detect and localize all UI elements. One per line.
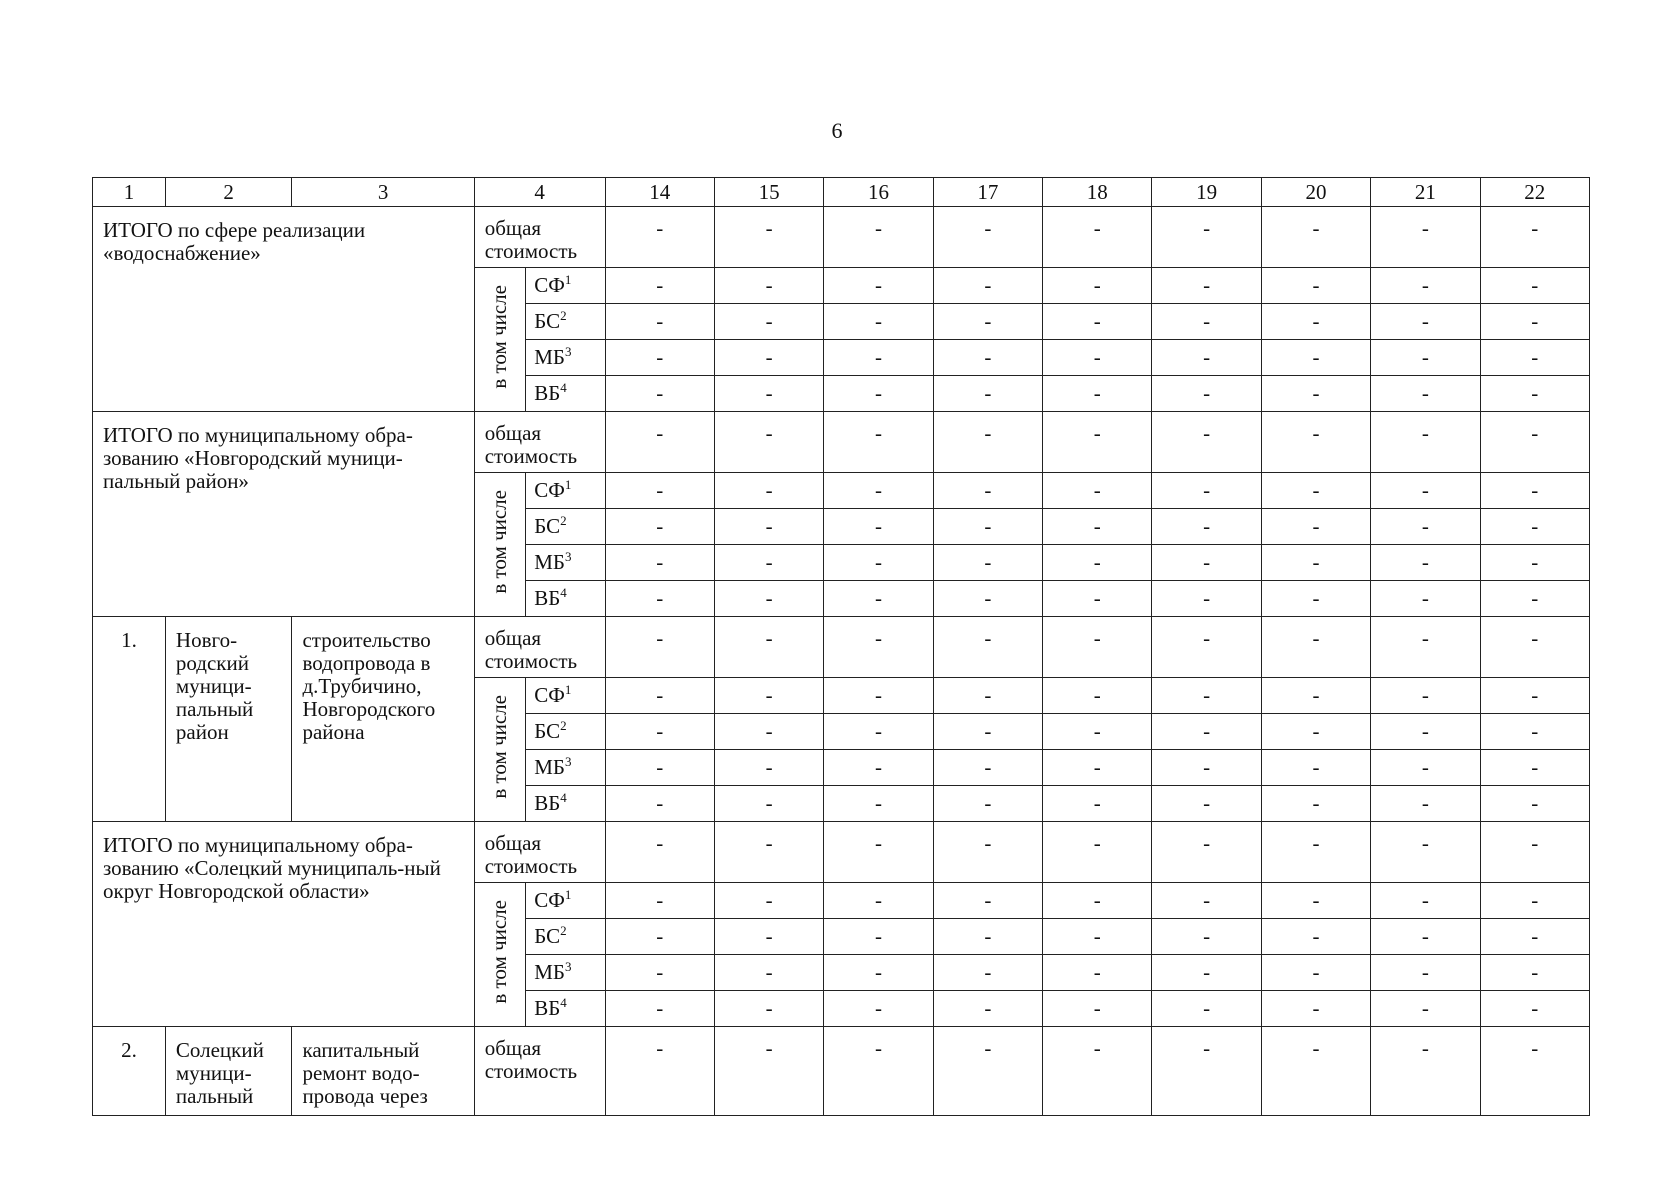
source-label	[526, 340, 605, 376]
value-cell: -	[824, 473, 933, 509]
source-footnote: 4	[560, 995, 567, 1010]
value-cell: -	[1480, 304, 1589, 340]
total-label: ИТОГО по муниципальному обра-зованию «Новгородский муници-пальный район»	[93, 412, 475, 617]
value-cell: -	[1152, 919, 1261, 955]
value-cell: -	[1371, 545, 1480, 581]
value-cell: -	[1152, 207, 1261, 268]
source-footnote: 1	[564, 682, 572, 697]
value-cell: -	[1261, 883, 1370, 919]
value-cell: -	[714, 207, 823, 268]
source-label	[526, 714, 605, 750]
value-cell: -	[933, 304, 1042, 340]
value-cell: -	[1480, 678, 1589, 714]
value-cell: -	[714, 412, 823, 473]
value-cell: -	[1261, 1027, 1370, 1116]
value-cell: -	[605, 545, 714, 581]
value-cell: -	[933, 883, 1042, 919]
source-label	[526, 883, 605, 919]
value-cell: -	[714, 786, 823, 822]
value-cell: -	[933, 207, 1042, 268]
value-cell: -	[933, 1027, 1042, 1116]
value-cell: -	[933, 786, 1042, 822]
value-cell: -	[1261, 617, 1370, 678]
including-text: в том числе	[487, 490, 512, 594]
header-cell: 1	[93, 178, 166, 207]
value-cell: -	[1043, 412, 1152, 473]
value-cell: -	[714, 509, 823, 545]
value-cell: -	[1371, 340, 1480, 376]
value-cell: -	[1043, 883, 1152, 919]
total-label: ИТОГО по муниципальному обра-зованию «Солецкий муниципаль-ный округ Новгородской области»	[93, 822, 475, 1027]
value-cell: -	[1371, 509, 1480, 545]
value-cell: -	[605, 581, 714, 617]
value-cell: -	[933, 581, 1042, 617]
value-cell: -	[605, 883, 714, 919]
value-cell: -	[1480, 1027, 1589, 1116]
value-cell: -	[605, 509, 714, 545]
source-label	[526, 509, 605, 545]
source-name: ВБ	[534, 996, 561, 1020]
header-cell: 3	[292, 178, 474, 207]
value-cell: -	[714, 883, 823, 919]
source-label	[526, 545, 605, 581]
value-cell: -	[1261, 750, 1370, 786]
source-footnote: 1	[564, 477, 572, 492]
value-cell: -	[1152, 473, 1261, 509]
value-cell: -	[1480, 822, 1589, 883]
value-cell: -	[1152, 340, 1261, 376]
source-name: СФ	[534, 683, 565, 707]
value-cell: -	[1043, 678, 1152, 714]
including-text: в том числе	[487, 695, 512, 799]
source-name: БС	[534, 514, 561, 538]
value-cell: -	[824, 1027, 933, 1116]
header-cell: 2	[165, 178, 292, 207]
page-number: 6	[831, 118, 843, 143]
value-cell: -	[824, 919, 933, 955]
value-cell: -	[1480, 714, 1589, 750]
value-cell: -	[1261, 412, 1370, 473]
value-cell: -	[1371, 268, 1480, 304]
budget-table	[92, 177, 1590, 1116]
value-cell: -	[605, 376, 714, 412]
source-footnote: 2	[560, 923, 567, 938]
value-cell: -	[714, 581, 823, 617]
header-cell: 15	[714, 178, 823, 207]
value-cell: -	[1480, 509, 1589, 545]
source-footnote: 4	[560, 380, 567, 395]
item-municipality: Новго-родский муници-пальный район	[165, 617, 292, 822]
value-cell: -	[933, 714, 1042, 750]
value-cell: -	[1261, 714, 1370, 750]
source-name: СФ	[534, 478, 565, 502]
value-cell: -	[824, 678, 933, 714]
value-cell: -	[1152, 545, 1261, 581]
value-cell: -	[714, 473, 823, 509]
value-cell: -	[1261, 509, 1370, 545]
value-cell: -	[1371, 955, 1480, 991]
value-cell: -	[824, 509, 933, 545]
value-cell: -	[1261, 955, 1370, 991]
value-cell: -	[1152, 509, 1261, 545]
source-footnote: 4	[560, 790, 567, 805]
value-cell: -	[1480, 340, 1589, 376]
value-cell: -	[1152, 268, 1261, 304]
value-cell: -	[1152, 822, 1261, 883]
value-cell: -	[1043, 750, 1152, 786]
value-cell: -	[714, 304, 823, 340]
value-cell: -	[1371, 750, 1480, 786]
source-footnote: 2	[560, 513, 567, 528]
value-cell: -	[714, 714, 823, 750]
total-cost-label: общая стоимость	[474, 1027, 605, 1116]
source-name: МБ	[534, 960, 565, 984]
value-cell: -	[933, 509, 1042, 545]
value-cell: -	[1480, 991, 1589, 1027]
value-cell: -	[824, 786, 933, 822]
source-name: СФ	[534, 888, 565, 912]
header-cell: 18	[1043, 178, 1152, 207]
header-cell: 21	[1371, 178, 1480, 207]
source-label	[526, 991, 605, 1027]
value-cell: -	[1043, 714, 1152, 750]
value-cell: -	[1261, 822, 1370, 883]
source-label	[526, 376, 605, 412]
value-cell: -	[824, 750, 933, 786]
source-footnote: 4	[560, 585, 567, 600]
value-cell: -	[933, 750, 1042, 786]
value-cell: -	[605, 268, 714, 304]
value-cell: -	[1480, 919, 1589, 955]
value-cell: -	[1480, 412, 1589, 473]
value-cell: -	[605, 412, 714, 473]
value-cell: -	[1371, 412, 1480, 473]
value-cell: -	[824, 304, 933, 340]
source-name: БС	[534, 719, 561, 743]
source-name: МБ	[534, 550, 565, 574]
value-cell: -	[933, 340, 1042, 376]
value-cell: -	[1043, 340, 1152, 376]
value-cell: -	[1043, 786, 1152, 822]
source-label	[526, 678, 605, 714]
source-footnote: 2	[560, 718, 567, 733]
source-footnote: 3	[564, 344, 572, 359]
value-cell: -	[1043, 955, 1152, 991]
including-label	[474, 268, 525, 412]
value-cell: -	[933, 268, 1042, 304]
value-cell: -	[1261, 268, 1370, 304]
value-cell: -	[1043, 1027, 1152, 1116]
value-cell: -	[714, 1027, 823, 1116]
value-cell: -	[714, 340, 823, 376]
source-label	[526, 786, 605, 822]
value-cell: -	[1480, 617, 1589, 678]
value-cell: -	[1261, 678, 1370, 714]
including-label	[474, 883, 525, 1027]
value-cell: -	[933, 473, 1042, 509]
source-label	[526, 750, 605, 786]
value-cell: -	[1152, 412, 1261, 473]
item-number: 2.	[93, 1027, 166, 1116]
item-description: строительство водопровода в д.Трубичино, Новгородского района	[292, 617, 474, 822]
value-cell: -	[714, 750, 823, 786]
value-cell: -	[714, 268, 823, 304]
value-cell: -	[1371, 207, 1480, 268]
source-label	[526, 304, 605, 340]
value-cell: -	[605, 207, 714, 268]
value-cell: -	[1371, 786, 1480, 822]
value-cell: -	[1261, 340, 1370, 376]
value-cell: -	[605, 919, 714, 955]
header-cell: 4	[474, 178, 605, 207]
value-cell: -	[1480, 545, 1589, 581]
value-cell: -	[824, 412, 933, 473]
value-cell: -	[1480, 581, 1589, 617]
value-cell: -	[605, 714, 714, 750]
value-cell: -	[1043, 376, 1152, 412]
value-cell: -	[1261, 786, 1370, 822]
including-label	[474, 678, 525, 822]
value-cell: -	[824, 883, 933, 919]
total-cost-label: общая стоимость	[474, 207, 605, 268]
value-cell: -	[1043, 207, 1152, 268]
value-cell: -	[1480, 955, 1589, 991]
value-cell: -	[933, 991, 1042, 1027]
value-cell: -	[1371, 991, 1480, 1027]
including-label	[474, 473, 525, 617]
value-cell: -	[605, 617, 714, 678]
value-cell: -	[1480, 750, 1589, 786]
value-cell: -	[1371, 714, 1480, 750]
value-cell: -	[824, 207, 933, 268]
value-cell: -	[1043, 822, 1152, 883]
value-cell: -	[1152, 376, 1261, 412]
value-cell: -	[1152, 883, 1261, 919]
value-cell: -	[1261, 919, 1370, 955]
value-cell: -	[1152, 786, 1261, 822]
value-cell: -	[1371, 822, 1480, 883]
value-cell: -	[1371, 678, 1480, 714]
value-cell: -	[1371, 617, 1480, 678]
source-label	[526, 955, 605, 991]
item-municipality: Солецкий муници-пальный	[165, 1027, 292, 1116]
value-cell: -	[933, 545, 1042, 581]
including-text: в том числе	[487, 900, 512, 1004]
section-row	[93, 1027, 1590, 1116]
source-footnote: 1	[564, 272, 572, 287]
source-name: МБ	[534, 755, 565, 779]
value-cell: -	[933, 617, 1042, 678]
value-cell: -	[605, 786, 714, 822]
total-cost-label: общая стоимость	[474, 412, 605, 473]
value-cell: -	[1371, 919, 1480, 955]
value-cell: -	[1152, 750, 1261, 786]
value-cell: -	[1043, 581, 1152, 617]
section-row	[93, 207, 1590, 268]
value-cell: -	[1152, 1027, 1261, 1116]
value-cell: -	[714, 955, 823, 991]
value-cell: -	[824, 340, 933, 376]
value-cell: -	[605, 678, 714, 714]
value-cell: -	[1261, 207, 1370, 268]
source-name: ВБ	[534, 791, 561, 815]
value-cell: -	[1152, 714, 1261, 750]
source-name: БС	[534, 924, 561, 948]
header-row	[93, 178, 1590, 207]
value-cell: -	[1480, 376, 1589, 412]
value-cell: -	[1261, 473, 1370, 509]
value-cell: -	[824, 617, 933, 678]
value-cell: -	[824, 991, 933, 1027]
source-name: БС	[534, 309, 561, 333]
value-cell: -	[1371, 581, 1480, 617]
value-cell: -	[1043, 268, 1152, 304]
value-cell: -	[824, 714, 933, 750]
value-cell: -	[1261, 545, 1370, 581]
value-cell: -	[714, 991, 823, 1027]
value-cell: -	[1261, 581, 1370, 617]
value-cell: -	[714, 822, 823, 883]
value-cell: -	[1152, 617, 1261, 678]
value-cell: -	[1261, 991, 1370, 1027]
source-footnote: 3	[564, 549, 572, 564]
value-cell: -	[714, 545, 823, 581]
value-cell: -	[1043, 617, 1152, 678]
value-cell: -	[1152, 991, 1261, 1027]
value-cell: -	[1261, 304, 1370, 340]
source-name: МБ	[534, 345, 565, 369]
value-cell: -	[933, 955, 1042, 991]
source-footnote: 2	[560, 308, 567, 323]
value-cell: -	[1043, 545, 1152, 581]
value-cell: -	[933, 678, 1042, 714]
value-cell: -	[1480, 268, 1589, 304]
value-cell: -	[1152, 678, 1261, 714]
value-cell: -	[605, 473, 714, 509]
section-row	[93, 412, 1590, 473]
value-cell: -	[1152, 581, 1261, 617]
header-cell: 16	[824, 178, 933, 207]
value-cell: -	[714, 617, 823, 678]
value-cell: -	[933, 822, 1042, 883]
value-cell: -	[1043, 509, 1152, 545]
value-cell: -	[824, 581, 933, 617]
total-cost-label: общая стоимость	[474, 822, 605, 883]
source-label	[526, 919, 605, 955]
source-name: СФ	[534, 273, 565, 297]
source-label	[526, 473, 605, 509]
source-footnote: 3	[564, 959, 572, 974]
value-cell: -	[1152, 955, 1261, 991]
including-text: в том числе	[487, 285, 512, 389]
value-cell: -	[714, 376, 823, 412]
value-cell: -	[1480, 473, 1589, 509]
header-cell: 19	[1152, 178, 1261, 207]
value-cell: -	[605, 955, 714, 991]
value-cell: -	[1152, 304, 1261, 340]
header-cell: 17	[933, 178, 1042, 207]
value-cell: -	[1371, 1027, 1480, 1116]
value-cell: -	[933, 376, 1042, 412]
section-row	[93, 617, 1590, 678]
source-label	[526, 581, 605, 617]
value-cell: -	[1480, 883, 1589, 919]
source-label	[526, 268, 605, 304]
value-cell: -	[1043, 919, 1152, 955]
value-cell: -	[933, 412, 1042, 473]
item-number: 1.	[93, 617, 166, 822]
value-cell: -	[605, 750, 714, 786]
value-cell: -	[605, 991, 714, 1027]
value-cell: -	[1371, 304, 1480, 340]
value-cell: -	[1043, 991, 1152, 1027]
value-cell: -	[605, 1027, 714, 1116]
source-footnote: 3	[564, 754, 572, 769]
header-cell: 20	[1261, 178, 1370, 207]
value-cell: -	[824, 822, 933, 883]
value-cell: -	[824, 268, 933, 304]
total-cost-label: общая стоимость	[474, 617, 605, 678]
value-cell: -	[714, 678, 823, 714]
header-cell: 14	[605, 178, 714, 207]
source-name: ВБ	[534, 381, 561, 405]
value-cell: -	[824, 545, 933, 581]
value-cell: -	[605, 304, 714, 340]
value-cell: -	[714, 919, 823, 955]
value-cell: -	[1043, 473, 1152, 509]
source-name: ВБ	[534, 586, 561, 610]
source-footnote: 1	[564, 887, 572, 902]
value-cell: -	[1480, 207, 1589, 268]
value-cell: -	[933, 919, 1042, 955]
value-cell: -	[1371, 473, 1480, 509]
header-cell: 22	[1480, 178, 1589, 207]
value-cell: -	[1043, 304, 1152, 340]
item-description: капитальный ремонт водо-провода через	[292, 1027, 474, 1116]
value-cell: -	[1371, 883, 1480, 919]
value-cell: -	[824, 376, 933, 412]
total-label: ИТОГО по сфере реализации «водоснабжение»	[93, 207, 475, 412]
value-cell: -	[605, 340, 714, 376]
value-cell: -	[1261, 376, 1370, 412]
value-cell: -	[824, 955, 933, 991]
value-cell: -	[605, 822, 714, 883]
section-row	[93, 822, 1590, 883]
value-cell: -	[1480, 786, 1589, 822]
value-cell: -	[1371, 376, 1480, 412]
